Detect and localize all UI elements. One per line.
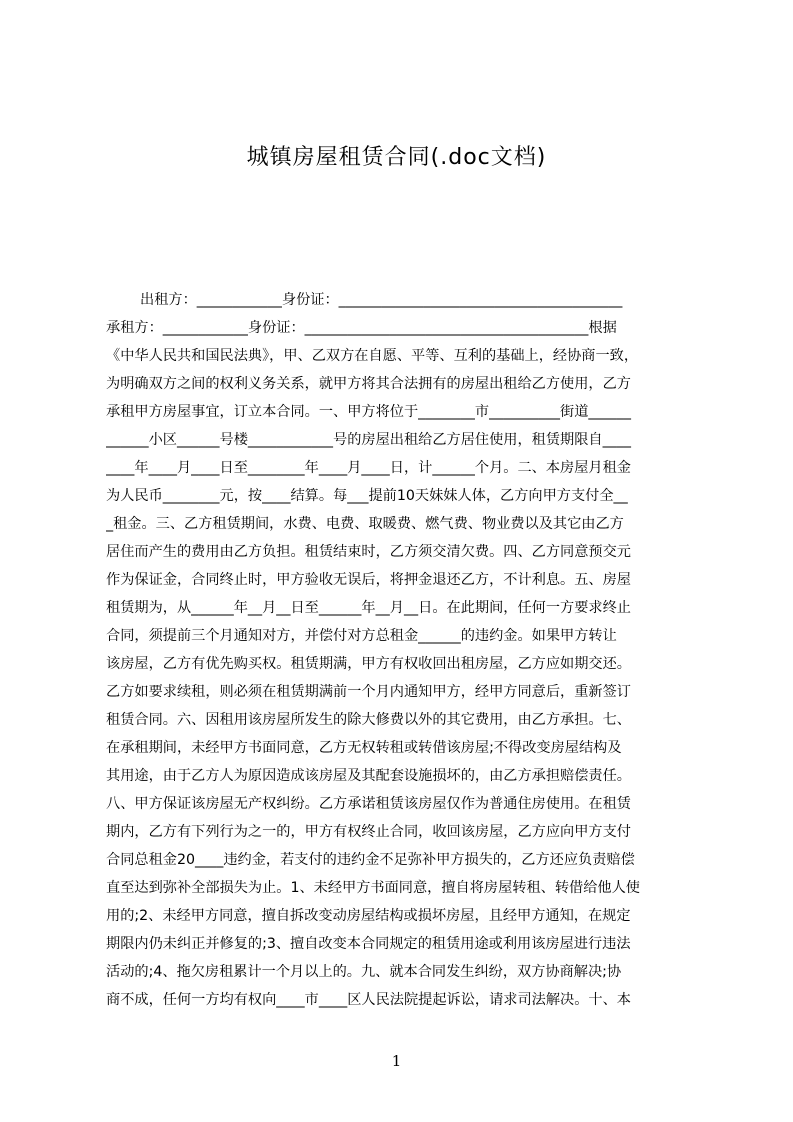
body-line: 乙方如要求续租，则必须在租赁期满前一个月内通知甲方，经甲方同意后，重新签订: [106, 684, 631, 700]
body-line: 合同，须提前三个月通知对方，并偿付对方总租金______的违约金。如果甲方转让: [106, 628, 617, 644]
body-line: 期限内仍未纠正并修复的;3、擅自改变本合同规定的租赁用途或利用该房屋进行违法: [106, 936, 631, 952]
body-line: _租金。三、乙方租赁期间，水费、电费、取暖费、燃气费、物业费以及其它由乙方: [106, 516, 624, 532]
body-line: 为明确双方之间的权利义务关系，就甲方将其合法拥有的房屋出租给乙方使用，乙方: [106, 376, 631, 392]
document-title: 城镇房屋租赁合同(.doc文档): [246, 145, 547, 170]
body-line: 作为保证金，合同终止时，甲方验收无误后，将押金退还乙方，不计利息。五、房屋: [106, 572, 631, 588]
contract-body: [106, 286, 700, 1014]
body-line: 在承租期间，未经甲方书面同意，乙方无权转租或转借该房屋;不得改变房屋结构及: [106, 740, 622, 756]
body-line: 用的;2、未经甲方同意，擅自拆改变动房屋结构或损坏房屋，且经甲方通知，在规定: [106, 908, 631, 924]
body-line: 租赁合同。六、因租用该房屋所发生的除大修费以外的其它费用，由乙方承担。七、: [106, 712, 631, 728]
body-line: 承租甲方房屋事宜，订立本合同。一、甲方将位于________市__________街道______: [106, 404, 631, 420]
body-line: 租赁期为，从______年__月__日至______年__月__日。在此期间，任何一方要求终止: [106, 600, 631, 616]
body-line: 其用途，由于乙方人为原因造成该房屋及其配套设施损坏的，由乙方承担赔偿责任。: [106, 768, 631, 784]
body-line: ______小区______号楼____________号的房屋出租给乙方居住使用，租赁期限自____: [106, 432, 631, 448]
body-line: 《中华人民共和国民法典》，甲、乙双方在自愿、平等、互利的基础上，经协商一致，: [106, 348, 639, 364]
body-line: 为人民币________元，按____结算。每___提前10天妹妹人体，乙方向甲方支付全__: [106, 488, 628, 504]
body-line: 八、甲方保证该房屋无产权纠纷。乙方承诺租赁该房屋仅作为普通住房使用。在租赁: [106, 796, 631, 812]
body-line: 该房屋，乙方有优先购买权。租赁期满，甲方有权收回出租房屋，乙方应如期交还。: [106, 656, 631, 672]
body-line: 合同总租金20____违约金，若支付的违约金不足弥补甲方损失的，乙方还应负责赔偿: [106, 852, 635, 868]
body-line: 商不成，任何一方均有权向____市____区人民法院提起诉讼，请求司法解决。十、本: [106, 992, 631, 1008]
body-line: 期内，乙方有下列行为之一的，甲方有权终止合同，收回该房屋，乙方应向甲方支付: [106, 824, 631, 840]
body-line: 活动的;4、拖欠房租累计一个月以上的。九、就本合同发生纠纷，双方协商解决;协: [106, 964, 622, 980]
body-line: 直至达到弥补全部损失为止。1、未经甲方书面同意，擅自将房屋转租、转借给他人使: [106, 880, 640, 896]
body-line: 出租方：____________身份证：________________________________________: [140, 292, 623, 308]
page-number: 1: [391, 1052, 402, 1070]
body-line: 居住而产生的费用由乙方负担。租赁结束时，乙方须交清欠费。四、乙方同意预交元: [106, 544, 631, 560]
body-line: 承租方：____________身份证：________________________________________根据: [106, 320, 617, 336]
body-line: ____年____月____日至________年____月____日，计______个月。二、本房屋月租金: [106, 460, 631, 476]
